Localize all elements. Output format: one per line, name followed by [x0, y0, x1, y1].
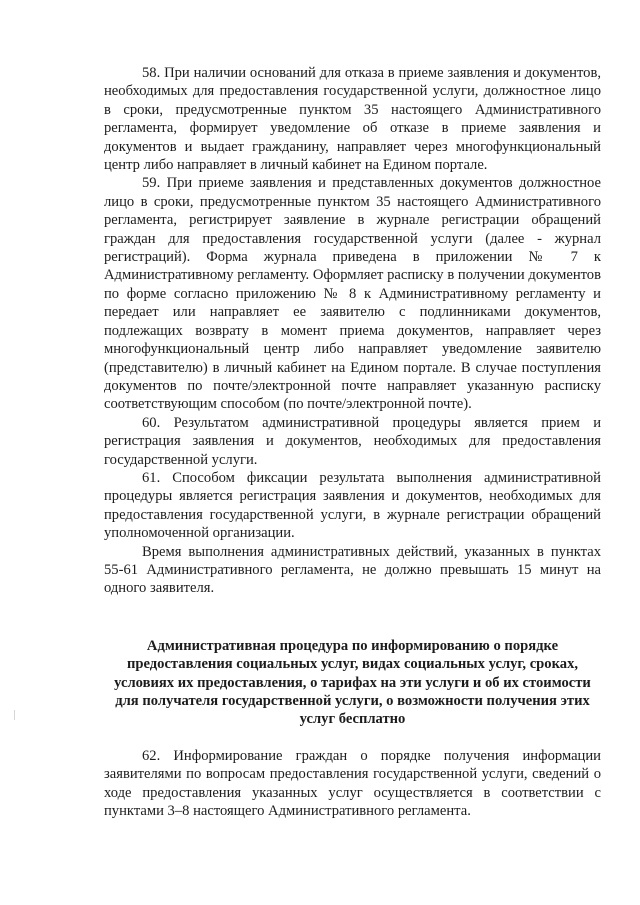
paragraph-59: 59. При приеме заявления и представленных документов должностное лицо в сроки, предусмотренные пунктом 35 настоящего Административного регламента, регистрирует заявление в журнале регистрации обращений граждан для предоставления государственной услуги (далее - журнал регистраций). Форма журнала приведена в приложении № 7 к Административному регламенту. Оформляет расписку в получении документов по форме согласно приложению № 8 к Административному регламенту и передает или направляет ее заявителю с подлинниками документов, подлежащих возврату в момент приема документов, направляет через многофункциональный центр либо направляет уведомление заявителю (представителю) в личный кабинет на Едином портале. В случае поступления документов по почте/электронной почте направляет указанную расписку соответствующим способом (по почте/электронной почте). [104, 175, 601, 413]
paragraph-62: 62. Информирование граждан о порядке получения информации заявителями по вопросам предоставления государственной услуги, сведений о ходе предоставления указанных услуг осуществляется в соответствии с пунктами 3–8 настоящего Административного регламента. [104, 747, 601, 820]
section-heading: Административная процедура по информированию о порядке предоставления социальных услуг, видах социальных услуг, сроках, условиях их предоставления, о тарифах на эти услуги и об их стоимости для получателя государственной услуги, о возможности получения этих услуг бесплатно [114, 637, 591, 728]
paragraph-61: 61. Способом фиксации результата выполнения административной процедуры является регистрация заявления и документов, необходимых для предоставления государственной услуги, в журнале регистрации обращений уполномоченной организации. [104, 469, 601, 542]
document-body [104, 64, 601, 820]
paragraph-58: 58. При наличии оснований для отказа в приеме заявления и документов, необходимых для предоставления государственной услуги, должностное лицо в сроки, предусмотренные пунктом 35 настоящего Административного регламента, формирует уведомление об отказе в приеме заявления и документов и выдает гражданину, направляет через многофункциональный центр либо направляет в личный кабинет на Едином портале. [104, 65, 601, 174]
heading-gap [104, 729, 601, 747]
scan-margin-mark [14, 710, 15, 720]
section-gap [104, 598, 601, 637]
paragraph-60: 60. Результатом административной процедуры является прием и регистрация заявления и документов, необходимых для предоставления государственной услуги. [104, 414, 601, 468]
paragraph-time-limit: Время выполнения административных действий, указанных в пунктах 55-61 Административного регламента, не должно превышать 15 минут на одного заявителя. [104, 543, 601, 597]
